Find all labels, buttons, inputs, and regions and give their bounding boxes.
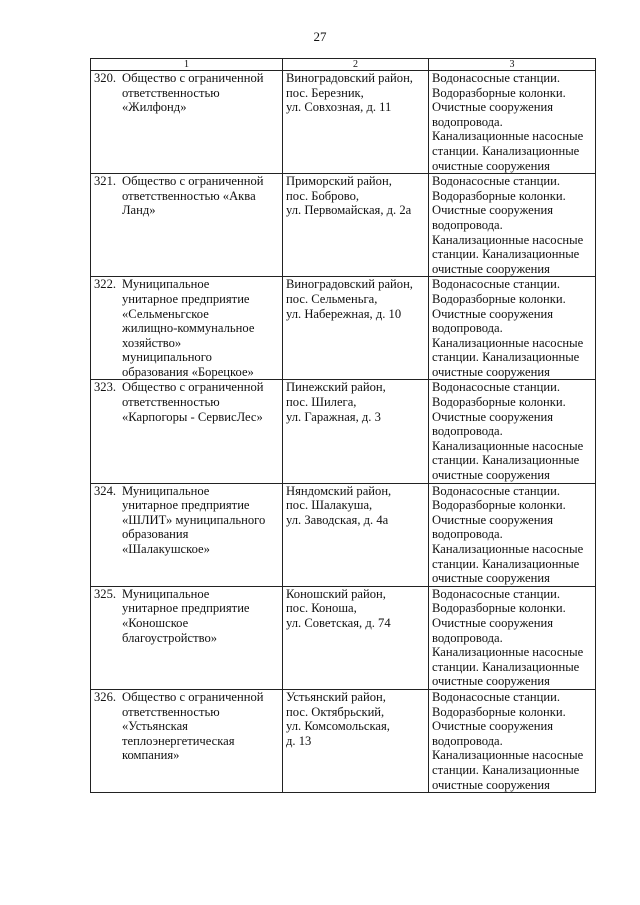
facility-line: Канализационные насосные	[432, 129, 584, 144]
facility-line: водопровода.	[432, 733, 503, 748]
facility-line: станции. Канализационные	[432, 762, 580, 777]
row-number: 323.	[94, 380, 117, 395]
facility-line: Очистные сооружения	[432, 203, 554, 218]
facility-line: Водонасосные станции.	[432, 380, 561, 395]
facility-line: Водонасосные станции.	[432, 689, 561, 704]
row-number: 322.	[94, 277, 117, 292]
organization-cell	[91, 277, 283, 380]
organization-name-line: Муниципальное	[122, 483, 210, 498]
address-line: Няндомский район,	[286, 483, 392, 498]
address-line: ул. Советская, д. 74	[286, 615, 391, 630]
facility-line: Канализационные насосные	[432, 542, 584, 556]
organization-name-line: Общество с ограниченной	[122, 174, 264, 189]
organization-name-line: благоустройство»	[122, 630, 218, 645]
address-cell	[283, 71, 429, 174]
address-line: пос. Шилега,	[286, 395, 357, 410]
facility-line: очистные сооружения	[432, 468, 550, 483]
facilities-cell	[429, 689, 596, 792]
organization-name-line: «Коношское	[122, 615, 189, 630]
facility-line: водопровода.	[432, 321, 503, 336]
facility-line: Канализационные насосные	[432, 645, 584, 660]
organization-name-line: муниципального	[122, 350, 212, 365]
facility-line: Канализационные насосные	[432, 438, 584, 453]
organization-name	[122, 587, 279, 645]
address-cell	[283, 174, 429, 277]
facility-line: Очистные сооружения	[432, 306, 554, 321]
address-line: пос. Октябрьский,	[286, 704, 385, 719]
facility-line: очистные сооружения	[432, 674, 550, 689]
organization-name-line: образования «Борецкое»	[122, 364, 254, 379]
address-line: ул. Первомайская, д. 2а	[286, 203, 412, 218]
page-number: 27	[313, 29, 327, 44]
facility-line: станции. Канализационные	[432, 556, 580, 571]
facility-line: Водоразборные колонки.	[432, 188, 566, 203]
facility-line: Канализационные насосные	[432, 335, 584, 350]
organization-name	[122, 484, 279, 557]
facility-line: водопровода.	[432, 527, 503, 542]
facility-line: станции. Канализационные	[432, 659, 580, 674]
address-cell	[283, 689, 429, 792]
organization-name-line: «Карпогоры - СервисЛес»	[122, 409, 263, 424]
organization-name-line: образования	[122, 527, 189, 542]
facility-line: очистные сооружения	[432, 261, 550, 276]
facility-line: очистные сооружения	[432, 158, 550, 173]
address-line: Коношский район,	[286, 586, 386, 601]
row-number: 320.	[94, 71, 117, 85]
organization-cell	[91, 586, 283, 689]
address-line: Пинежский район,	[286, 380, 386, 395]
organization-name-line: Муниципальное	[122, 277, 210, 292]
facility-line: Очистные сооружения	[432, 615, 554, 630]
organization-name-line: «Жилфонд»	[122, 100, 187, 115]
address-cell	[283, 586, 429, 689]
facility-line: водопровода.	[432, 630, 503, 645]
facility-line: Канализационные насосные	[432, 748, 584, 763]
row-number: 325.	[94, 586, 117, 601]
organization-name-line: унитарное предприятие	[122, 601, 250, 616]
table-row	[91, 689, 596, 792]
facility-line: Водоразборные колонки.	[432, 601, 566, 616]
facility-line: Водоразборные колонки.	[432, 395, 566, 410]
organization-name-line: Общество с ограниченной	[122, 71, 264, 85]
facility-line: очистные сооружения	[432, 571, 550, 586]
address-line: Виноградовский район,	[286, 71, 413, 85]
column-number-row	[91, 59, 596, 71]
facility-line: Водоразборные колонки.	[432, 291, 566, 306]
address-cell	[283, 380, 429, 483]
address-line: Приморский район,	[286, 174, 392, 189]
address-line: ул. Совхозная, д. 11	[286, 100, 392, 115]
facility-line: Очистные сооружения	[432, 719, 554, 734]
facility-line: водопровода.	[432, 217, 503, 232]
organization-name-line: ответственностью	[122, 704, 220, 719]
facilities-cell	[429, 174, 596, 277]
address-line: ул. Набережная, д. 10	[286, 306, 402, 321]
facility-line: очистные сооружения	[432, 364, 550, 379]
address-line: д. 13	[286, 733, 312, 748]
table-row	[91, 277, 596, 380]
organization-name-line: унитарное предприятие	[122, 291, 250, 306]
column-number-1: 1	[91, 59, 283, 71]
address-cell	[283, 483, 429, 586]
facility-line: Канализационные насосные	[432, 232, 584, 247]
address-line: ул. Заводская, д. 4а	[286, 512, 389, 527]
address-line: пос. Коноша,	[286, 601, 357, 616]
facilities-cell	[429, 277, 596, 380]
table-row	[91, 483, 596, 586]
table-body	[91, 71, 596, 793]
facilities-cell	[429, 71, 596, 174]
facility-line: Водонасосные станции.	[432, 277, 561, 292]
organization-name	[122, 277, 279, 379]
facility-line: Водоразборные колонки.	[432, 498, 566, 513]
facility-line: станции. Канализационные	[432, 453, 580, 468]
organization-name-line: компания»	[122, 748, 180, 763]
organization-name-line: Общество с ограниченной	[122, 689, 264, 704]
facility-line: Очистные сооружения	[432, 100, 554, 115]
organization-name-line: теплоэнергетическая	[122, 733, 235, 748]
address-line: ул. Комсомольская,	[286, 719, 390, 734]
column-number-3: 3	[429, 59, 596, 71]
column-number-2: 2	[283, 59, 429, 71]
facility-line: станции. Канализационные	[432, 143, 580, 158]
facility-line: Очистные сооружения	[432, 512, 554, 527]
table-row	[91, 586, 596, 689]
facility-line: водопровода.	[432, 424, 503, 439]
address-line: Виноградовский район,	[286, 277, 413, 292]
address-line: ул. Гаражная, д. 3	[286, 409, 381, 424]
organization-name-line: Ланд»	[122, 203, 156, 218]
facility-line: станции. Канализационные	[432, 247, 580, 262]
address-line: пос. Березник,	[286, 85, 364, 100]
organization-name	[122, 690, 279, 763]
row-number: 324.	[94, 483, 117, 498]
facility-line: Очистные сооружения	[432, 409, 554, 424]
organization-name-line: «ШЛИТ» муниципального	[122, 512, 266, 527]
organization-name-line: ответственностью	[122, 85, 220, 100]
facility-line: Водонасосные станции.	[432, 483, 561, 498]
facility-line: Водонасосные станции.	[432, 586, 561, 601]
address-line: пос. Шалакуша,	[286, 498, 373, 513]
address-line: пос. Боброво,	[286, 188, 360, 203]
table-row	[91, 380, 596, 483]
address-line: пос. Сельменьга,	[286, 291, 378, 306]
facilities-cell	[429, 586, 596, 689]
organization-cell	[91, 71, 283, 174]
organization-name	[122, 71, 279, 115]
table-row	[91, 71, 596, 174]
organization-cell	[91, 483, 283, 586]
facility-line: Водонасосные станции.	[432, 174, 561, 189]
address-cell	[283, 277, 429, 380]
organization-name-line: хозяйство»	[122, 335, 182, 350]
organization-name-line: ответственностью «Аква	[122, 188, 256, 203]
organization-name-line: унитарное предприятие	[122, 498, 250, 513]
facility-line: станции. Канализационные	[432, 350, 580, 365]
table-row	[91, 174, 596, 277]
facility-line: Водонасосные станции.	[432, 71, 561, 85]
organization-name-line: «Сельменьгское	[122, 306, 209, 321]
organization-cell	[91, 380, 283, 483]
row-number: 326.	[94, 689, 117, 704]
registry-table	[90, 58, 596, 793]
table-header	[91, 59, 596, 71]
organization-name-line: жилищно-коммунальное	[122, 321, 255, 336]
organization-name-line: «Шалакушское»	[122, 542, 210, 556]
address-line: Устьянский район,	[286, 689, 386, 704]
facility-line: водопровода.	[432, 114, 503, 129]
organization-cell	[91, 689, 283, 792]
organization-name-line: Общество с ограниченной	[122, 380, 264, 395]
facility-line: очистные сооружения	[432, 777, 550, 792]
facilities-cell	[429, 380, 596, 483]
organization-name	[122, 380, 279, 424]
organization-name-line: Муниципальное	[122, 586, 210, 601]
facility-line: Водоразборные колонки.	[432, 85, 566, 100]
organization-cell	[91, 174, 283, 277]
facility-line: Водоразборные колонки.	[432, 704, 566, 719]
organization-name-line: ответственностью	[122, 395, 220, 410]
row-number: 321.	[94, 174, 117, 189]
organization-name-line: «Устьянская	[122, 719, 188, 734]
organization-name	[122, 174, 279, 218]
facilities-cell	[429, 483, 596, 586]
